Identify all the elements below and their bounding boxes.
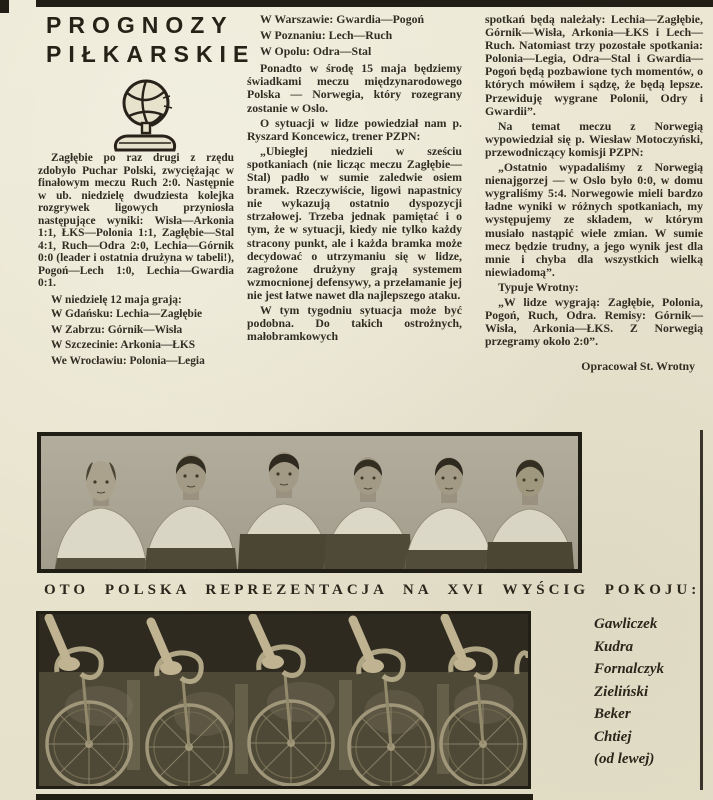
football-on-pedestal-icon xyxy=(102,76,188,154)
paragraph-poland-norway: Ponadto w środę 15 maja będziemy świadkami meczu międzynarodowego Polska — Norwegia, który rozegrany zostanie w Oslo. xyxy=(247,61,462,115)
column-rule xyxy=(700,430,703,790)
article-title-line2: PIŁKARSKIE xyxy=(46,41,256,67)
team-photo xyxy=(37,432,582,573)
fixture-szczecin: W Szczecinie: Arkonia—ŁKS xyxy=(51,339,196,351)
rider-name: Chtiej xyxy=(594,728,632,745)
fixture-poznan: W Poznaniu: Lech—Ruch xyxy=(260,28,393,43)
rider-names-list xyxy=(594,613,664,771)
paragraph-motoczynski-quote: „Ostatnio wypadaliśmy z Norwegią nienajgorzej — w Oslo było 0:0, w domu wygraliśmy 5:4. Norwegowie mieli bardzo ładne wyniki w różnych spotkaniach, my występujemy ze składem, w którym musiało nastąpić wiele zmian. W sumie mecz będzie trudny, a jego wynik jest dla mnie i chyba dla wszystkich wielką niewiadomą”. xyxy=(485,160,703,279)
paragraph-wrotny-tips: „W lidze wygrają: Zagłębie, Polonia, Pogoń, Ruch, Odra. Remisy: Górnik—Wisła, Arkonia—ŁKS. Z Norwegią przegramy około 2:0”. xyxy=(485,294,703,349)
rider-name: Fornalczyk xyxy=(594,661,665,677)
corner-mark xyxy=(0,0,9,13)
fixture-opole: W Opolu: Odra—Stal xyxy=(260,44,372,59)
fixture-gdansk: W Gdańsku: Lechia—Zagłębie xyxy=(51,308,203,320)
byline: Opracował St. Wrotny xyxy=(581,359,695,374)
paragraph-koncewicz-intro: O sytuacji w lidze powiedział nam p. Ryszard Koncewicz, trener PZPN: xyxy=(247,115,462,143)
bikes-photo-illustration xyxy=(39,614,528,786)
bikes-photo xyxy=(36,611,531,789)
bottom-rule xyxy=(36,794,533,800)
paragraph-results: Zagłębie po raz drugi z rzędu zdobyło Puchar Polski, zwyciężając w finałowym meczu Ruch 2:0. Następnie w ub. niedzielę dwudziesta kolejka rozgrywek ligowych przyniosła następujące wyniki: Wisła—Arkonia 1:1, ŁKS—Polonia 1:1, Zagłębie—Stal 4:1, Ruch—Odra 2:0, Lechia—Górnik 0:0 (leader i ostatnia drużyna w tabeli!), Pogoń—Lech 1:0, Lechia—Gwardia 0:1. xyxy=(38,152,234,289)
fixture-wroclaw: We Wrocławiu: Polonia—Legia xyxy=(51,354,205,367)
team-photo-illustration xyxy=(41,436,578,569)
paragraph-week-outlook: W tym tygodniu sytuacja może być podobna. Do takich ostrożnych, małobramkowych xyxy=(247,302,462,344)
paragraph-motoczynski-intro: Na temat meczu z Norwegią wypowiedział się p. Wiesław Motoczyński, przewodniczący komisji PZPN: xyxy=(485,118,703,159)
rider-names-note: (od lewej) xyxy=(594,751,655,767)
article-column-3 xyxy=(485,13,703,375)
article-column-1 xyxy=(38,152,234,370)
paragraph-koncewicz-quote: „Ubiegłej niedzieli w sześciu spotkaniach (nie licząc meczu Zagłębie—Stal) padło w sumie zaledwie osiem bramek. Rzeczywiście, ligowi napastnicy nie wykazują ostatnio dyspozycji strzałowej. Trzeba jednak pamiętać i o tym, że w sytuacji, kiedy nie tylko każdy stracony punkt, ale i każda bramka może decydować o utrzymaniu się w lidze, zagrożone drużyny grają systemem wzmocnionej defensywy, a przełamanie jej nie jest łatwe nawet dla najlepszego ataku. xyxy=(247,143,462,302)
photo-caption: OTO POLSKA REPREZENTACJA NA XVI WYŚCIG POKOJU: xyxy=(44,582,701,598)
fixture-zabrze: W Zabrzu: Górnik—Wisła xyxy=(51,323,183,336)
article-column-2 xyxy=(247,13,462,345)
subhead-wrotny-tips: Typuje Wrotny: xyxy=(498,279,579,294)
rider-name: Kudra xyxy=(594,638,634,655)
rider-name: Gawliczek xyxy=(594,616,658,632)
paragraph-predictions: spotkań będą należały: Lechia—Zagłębie, Górnik—Wisła, Arkonia—ŁKS i Lech—Ruch. Natomiast trzy pozostałe spotkania: Polonia—Legia, Odra—Stal i Gwardia—Pogoń będą pozbawione tych momentów, o których mówiłem i sądzę, że będą lepsze. Przewiduję wygrane Polonii, Odry i Gwardii”. xyxy=(485,12,703,118)
fixture-warszawa: W Warszawie: Gwardia—Pogoń xyxy=(260,12,425,26)
subhead-sunday-fixtures: W niedzielę 12 maja grają: xyxy=(51,293,182,306)
rider-name: Beker xyxy=(594,706,631,722)
rider-name: Zieliński xyxy=(594,683,649,700)
article-title-line1: PROGNOZY xyxy=(46,12,234,38)
article-title xyxy=(46,11,256,69)
top-rule xyxy=(36,0,713,7)
